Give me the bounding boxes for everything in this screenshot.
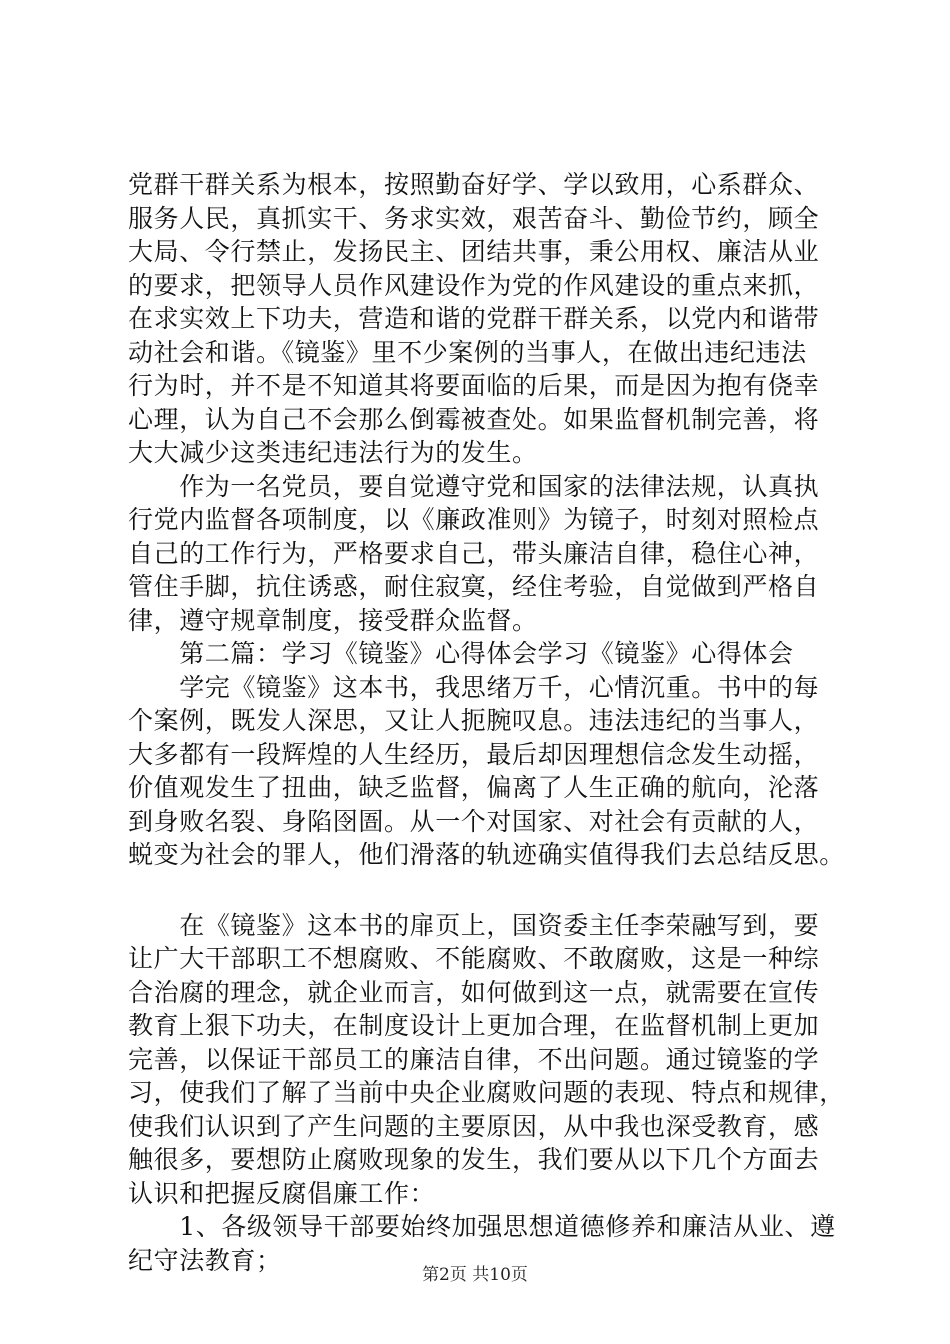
text-line: 到身败名裂、身陷囹圄。从一个对国家、对社会有贡献的人， [128, 806, 820, 836]
text-line: 价值观发生了扭曲，缺乏监督，偏离了人生正确的航向，沦落 [128, 773, 820, 802]
text-line: 动社会和谐。《镜鉴》里不少案例的当事人，在做出违纪违法 [128, 337, 807, 367]
text-line: 作为一名党员，要自觉遵守党和国家的法律法规，认真执 [128, 471, 820, 501]
text-line: 行党内监督各项制度，以《廉政准则》为镜子，时刻对照检点 [128, 505, 820, 534]
text-line: 纪守法教育； [128, 1245, 282, 1275]
text-line: 学完《镜鉴》这本书，我思绪万千，心情沉重。书中的每 [128, 672, 820, 702]
text-line: 合治腐的理念，就企业而言，如何做到这一点，就需要在宣传 [128, 977, 820, 1007]
text-line: 蜕变为社会的罪人，他们滑落的轨迹确实值得我们去总结反思。 [128, 840, 845, 869]
text-line: 服务人民，真抓实干、务求实效，艰苦奋斗、勤俭节约，顾全 [128, 203, 820, 233]
text-line: 在《镜鉴》这本书的扉页上，国资委主任李荣融写到，要 [128, 910, 820, 940]
text-line: 大大减少这类违纪违法行为的发生。 [128, 438, 538, 467]
text-line: 律，遵守规章制度，接受群众监督。 [128, 605, 538, 635]
text-line: 在求实效上下功夫，营造和谐的党群干群关系，以党内和谐带 [128, 304, 820, 333]
text-line: 个案例，既发人深思，又让人扼腕叹息。违法违纪的当事人， [128, 706, 820, 735]
text-line: 行为时，并不是不知道其将要面临的后果，而是因为抱有侥幸 [128, 371, 820, 400]
text-line: 大多都有一段辉煌的人生经历，最后却因理想信念发生动摇， [128, 739, 820, 769]
text-line: 1、各级领导干部要始终加强思想道德修养和廉洁从业、遵 [128, 1212, 836, 1241]
text-line: 完善，以保证干部员工的廉洁自律，不出问题。通过镜鉴的学 [128, 1044, 820, 1074]
page-footer: 第2页 共10页 [422, 1265, 528, 1285]
text-line: 使我们认识到了产生问题的主要原因，从中我也深受教育，感 [128, 1111, 820, 1141]
text-line: 教育上狠下功夫，在制度设计上更加合理，在监督机制上更加 [128, 1011, 820, 1040]
text-line: 让广大干部职工不想腐败、不能腐败、不敢腐败，这是一种综 [128, 944, 820, 973]
paragraph-gap [128, 872, 848, 909]
text-line: 党群干群关系为根本，按照勤奋好学、学以致用，心系群众、 [128, 170, 820, 199]
document-body [128, 168, 848, 1277]
text-line: 的要求，把领导人员作风建设作为党的作风建设的重点来抓， [128, 270, 820, 300]
text-line: 管住手脚，抗住诱惑，耐住寂寞，经住考验，自觉做到严格自 [128, 572, 820, 601]
text-line: 心理，认为自己不会那么倒霉被查处。如果监督机制完善，将 [128, 404, 820, 434]
text-line: 大局、令行禁止，发扬民主、团结共事，秉公用权、廉洁从业 [128, 237, 820, 266]
text-line: 触很多，要想防止腐败现象的发生，我们要从以下几个方面去 [128, 1145, 820, 1174]
text-line: 习，使我们了解了当前中央企业腐败问题的表现、特点和规律， [128, 1078, 845, 1107]
section-heading: 第二篇：学习《镜鉴》心得体会学习《镜鉴》心得体会 [128, 639, 794, 668]
text-line: 自己的工作行为，严格要求自己，带头廉洁自律，稳住心神， [128, 538, 820, 568]
text-line: 认识和把握反腐倡廉工作： [128, 1178, 436, 1208]
